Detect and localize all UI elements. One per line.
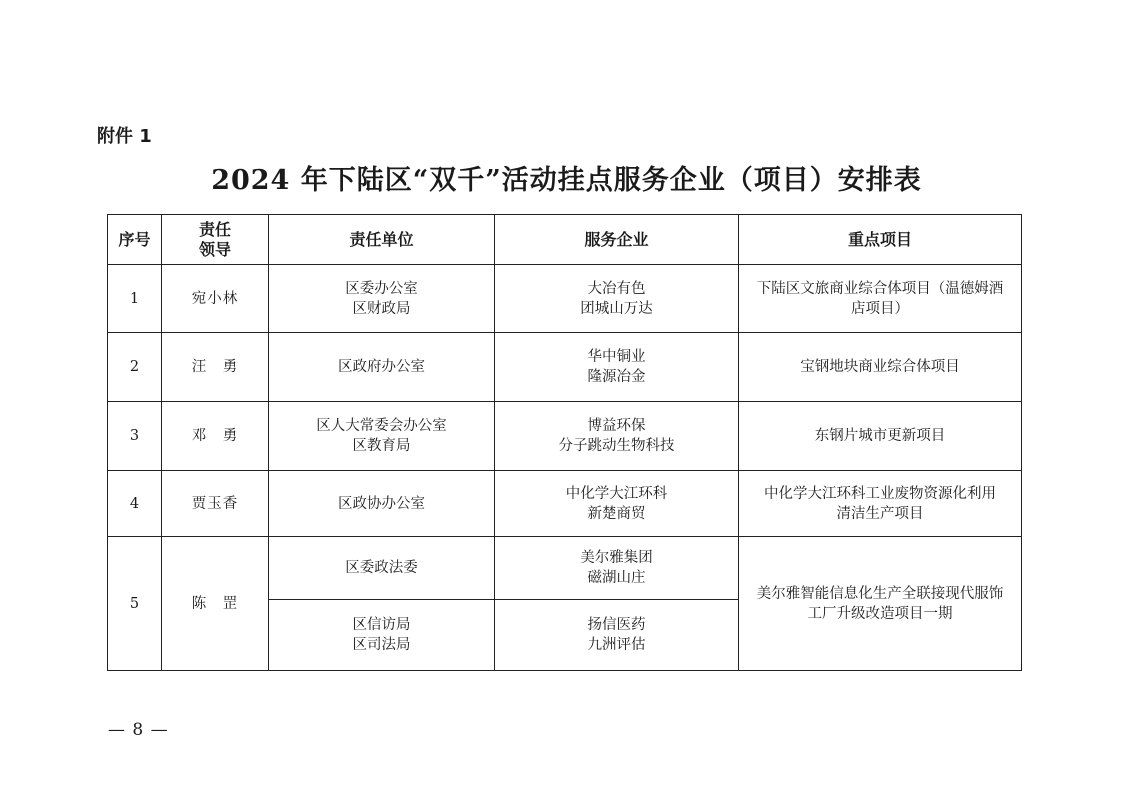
row-index: 1 <box>108 265 162 333</box>
project-line: 东钢片城市更新项目 <box>814 428 946 444</box>
row-unit <box>269 600 495 671</box>
row-enterprise <box>495 333 739 402</box>
row-enterprise <box>495 265 739 333</box>
table-row <box>108 471 1022 537</box>
row-enterprise <box>495 537 739 600</box>
row-leader: 陈 罡 <box>162 537 269 671</box>
row-enterprise <box>495 600 739 671</box>
enterprise-line: 中化学大江环科 <box>565 485 668 502</box>
row-leader: 贾玉香 <box>162 471 269 537</box>
table-row <box>108 402 1022 471</box>
header-leader-line2: 领导 <box>198 239 231 259</box>
project-line: 中化学大江环科工业废物资源化利用 <box>764 485 996 502</box>
row-leader: 邓 勇 <box>162 402 269 471</box>
enterprise-line: 隆源冶金 <box>587 369 646 385</box>
project-line: 工厂升级改造项目一期 <box>807 605 953 622</box>
enterprise-line: 团城山万达 <box>580 300 653 317</box>
enterprise-line: 九洲评估 <box>587 637 646 653</box>
enterprise-line: 美尔雅集团 <box>580 550 653 566</box>
row-index: 2 <box>108 333 162 402</box>
enterprise-line: 大冶有色 <box>587 280 646 297</box>
unit-line: 区人大常委会办公室 <box>316 418 447 434</box>
enterprise-line: 分子跳动生物科技 <box>558 438 675 454</box>
unit-line: 区信访局 <box>352 617 411 633</box>
document-title: 2024 年下陆区“双千”活动挂点服务企业（项目）安排表 <box>211 165 922 196</box>
header-enterprise: 服务企业 <box>495 215 739 265</box>
row-unit <box>269 471 495 537</box>
unit-line: 区委政法委 <box>345 560 418 576</box>
arrangement-table <box>107 214 1022 671</box>
header-leader-line1: 责任 <box>198 219 231 239</box>
row-unit <box>269 402 495 471</box>
row-project <box>739 402 1022 471</box>
enterprise-line: 扬信医药 <box>587 617 646 633</box>
row-leader: 宛小林 <box>162 265 269 333</box>
row-project <box>739 537 1022 671</box>
table-row <box>108 333 1022 402</box>
enterprise-line: 华中铜业 <box>587 349 646 365</box>
row-project <box>739 471 1022 537</box>
header-project: 重点项目 <box>739 215 1022 265</box>
row-unit <box>269 333 495 402</box>
unit-line: 区司法局 <box>352 637 411 653</box>
row-project <box>739 333 1022 402</box>
row-index: 5 <box>108 537 162 671</box>
enterprise-line: 博益环保 <box>587 418 646 434</box>
row-unit <box>269 265 495 333</box>
unit-line: 区政府办公室 <box>338 359 425 375</box>
row-index: 3 <box>108 402 162 471</box>
project-line: 店项目） <box>851 300 909 317</box>
header-unit: 责任单位 <box>269 215 495 265</box>
row-enterprise <box>495 471 739 537</box>
project-line: 宝钢地块商业综合体项目 <box>800 359 960 375</box>
row-enterprise <box>495 402 739 471</box>
project-line: 美尔雅智能信息化生产全联接现代服饰 <box>756 585 1004 602</box>
header-index: 序号 <box>108 215 162 265</box>
unit-line: 区教育局 <box>352 438 411 454</box>
row-index: 4 <box>108 471 162 537</box>
unit-line: 区委办公室 <box>345 280 418 297</box>
page-number: — 8 — <box>108 720 169 740</box>
unit-line: 区财政局 <box>352 300 411 317</box>
project-line: 清洁生产项目 <box>836 505 924 522</box>
project-line: 下陆区文旅商业综合体项目（温德姆酒 <box>756 280 1004 297</box>
table-row <box>108 537 1022 600</box>
row-leader: 汪 勇 <box>162 333 269 402</box>
unit-line: 区政协办公室 <box>338 495 425 512</box>
attachment-label: 附件 1 <box>97 126 152 147</box>
table-header-row <box>108 215 1022 265</box>
enterprise-line: 磁湖山庄 <box>587 570 646 586</box>
row-unit <box>269 537 495 600</box>
row-project <box>739 265 1022 333</box>
header-leader <box>162 215 269 265</box>
enterprise-line: 新楚商贸 <box>587 505 646 522</box>
table-row <box>108 265 1022 333</box>
